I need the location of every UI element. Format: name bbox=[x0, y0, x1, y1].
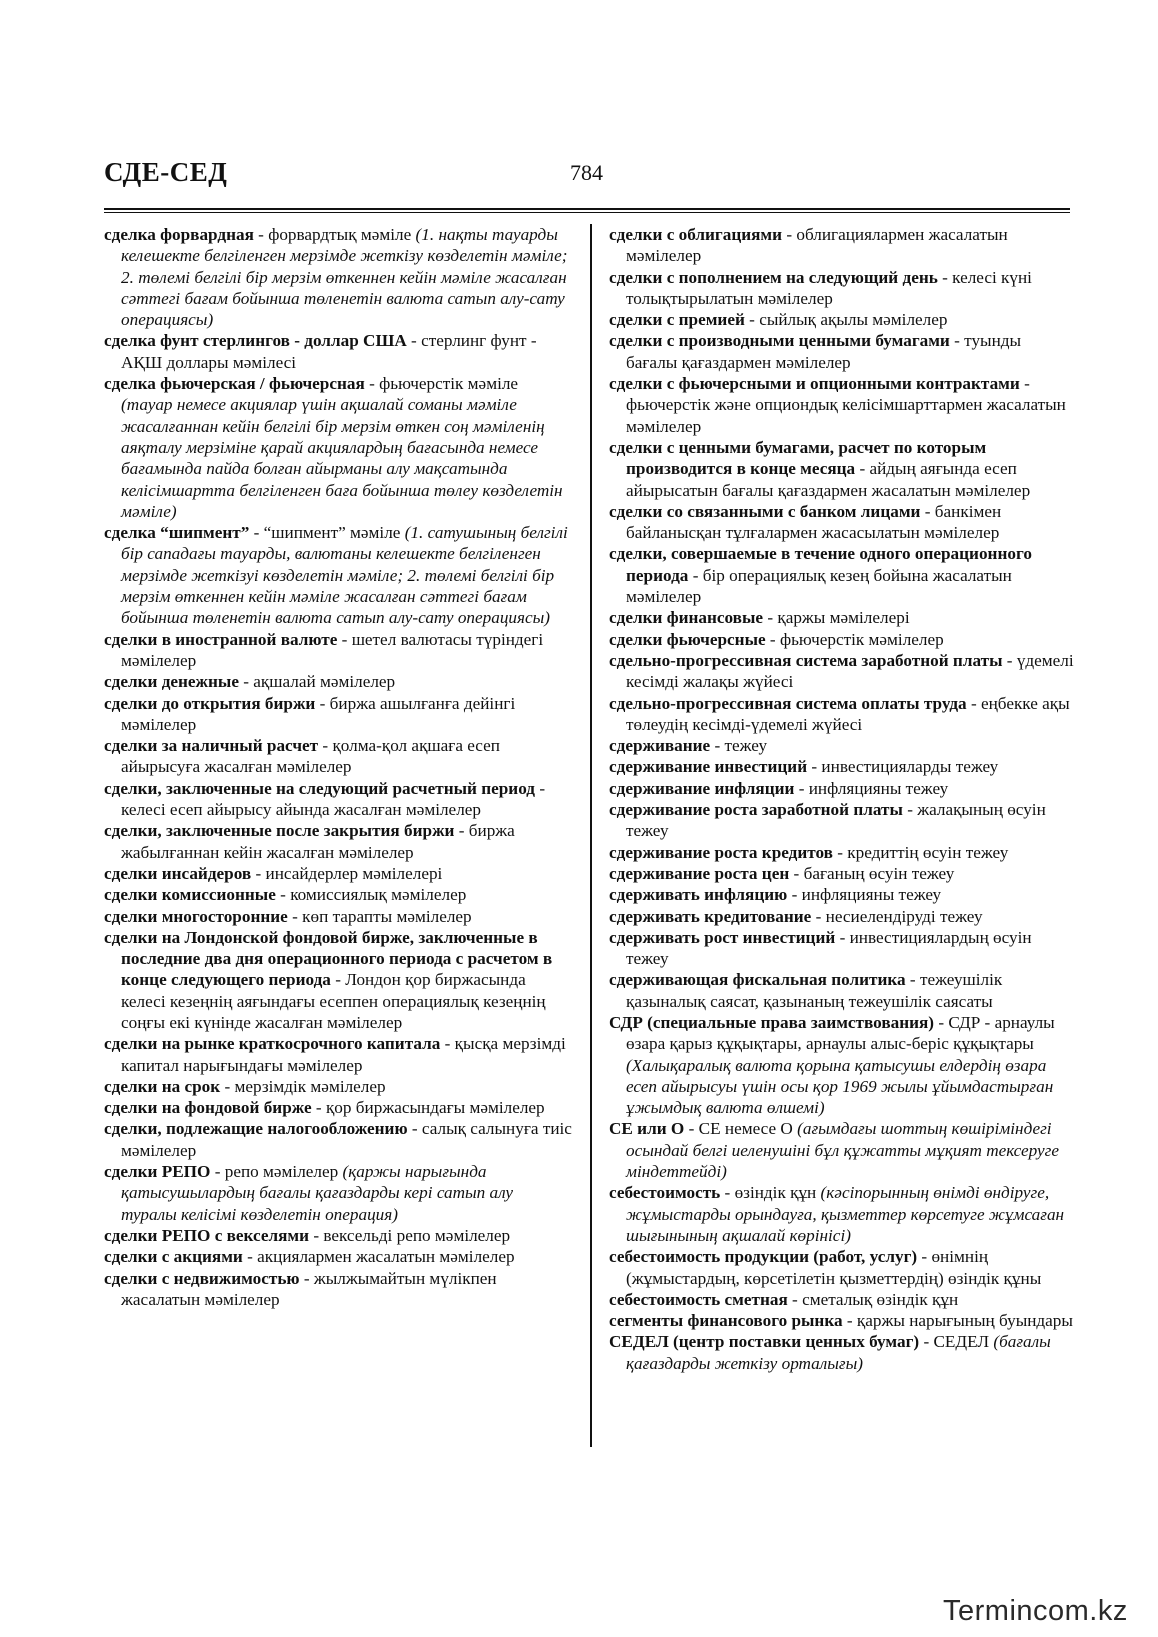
entry-definition: айдың аяғында есеп айырысатын бағалы қағаздармен жасалатын мәмілелер bbox=[626, 459, 1031, 500]
entry-term: сделки с премией bbox=[609, 310, 745, 330]
entry-term: сделки с фьючерсными и опционными контрактами bbox=[609, 374, 1020, 394]
dictionary-entry bbox=[609, 607, 1075, 628]
dictionary-entry bbox=[104, 884, 572, 905]
dictionary-entry bbox=[104, 671, 572, 692]
entry-separator: - bbox=[787, 1289, 803, 1309]
entry-definition: ақшалай мәмілелер bbox=[253, 672, 396, 692]
entry-separator: - bbox=[220, 1076, 235, 1096]
entry-term: сделки многосторонние bbox=[104, 906, 288, 926]
entry-term: сделки с облигациями bbox=[609, 225, 783, 244]
entry-separator: - bbox=[902, 800, 918, 820]
dictionary-entry bbox=[609, 629, 1075, 650]
entry-definition: инфляцияны тежеу bbox=[808, 778, 949, 798]
entry-definition: жылжымайтын мүлікпен жасалатын мәмілелер bbox=[121, 1268, 497, 1309]
entry-term: сдерживание bbox=[609, 736, 711, 756]
dictionary-entry bbox=[609, 650, 1075, 693]
entry-separator: - bbox=[811, 906, 826, 926]
dictionary-entry bbox=[104, 693, 572, 736]
entry-separator: - bbox=[905, 970, 920, 990]
entry-separator: - bbox=[920, 501, 935, 521]
dictionary-entry bbox=[609, 501, 1075, 544]
page-header-title: СДЕ-СЕД bbox=[104, 157, 228, 187]
entry-separator: - bbox=[684, 1119, 699, 1139]
logo-text: Termincom.kz bbox=[943, 1595, 1128, 1627]
entry-definition: шетел валютасы түріндегі мәмілелер bbox=[121, 629, 544, 670]
entry-term: сделка фьючерская / фьючерсная bbox=[104, 374, 365, 394]
entry-separator: - bbox=[242, 1247, 258, 1267]
entry-separator: - bbox=[407, 1119, 422, 1139]
entry-definition: несиелендіруді тежеу bbox=[825, 906, 983, 926]
dictionary-entry bbox=[609, 906, 1075, 927]
entry-term: сделки денежные bbox=[104, 672, 239, 692]
entry-separator: - bbox=[406, 331, 422, 351]
entry-definition: үдемелі кесімді жалақы жүйесі bbox=[626, 650, 1074, 692]
entry-separator: - bbox=[249, 523, 264, 543]
entry-term: сделки с акциями bbox=[104, 1247, 243, 1267]
dictionary-entry bbox=[104, 927, 572, 1033]
entry-definition: акциялармен жасалатын мәмілелер bbox=[257, 1247, 515, 1267]
entry-term: сдельно-прогрессивная система оплаты труда bbox=[609, 693, 967, 713]
entry-definition: фьючерстік және опциондық келісімшарттармен жасалатын мәмілелер bbox=[626, 395, 1066, 436]
entry-definition: облигациялармен жасалатын мәмілелер bbox=[626, 225, 1008, 266]
dictionary-entry bbox=[609, 1118, 1075, 1182]
dictionary-entry bbox=[609, 927, 1075, 970]
entry-term: сделки в иностранной валюте bbox=[104, 629, 338, 649]
entry-separator: - bbox=[949, 331, 965, 351]
dictionary-entry bbox=[104, 373, 572, 522]
entry-definition: “шипмент” мәміле bbox=[263, 523, 401, 543]
dictionary-entry bbox=[609, 842, 1075, 863]
entry-note: (1. сатушының белгілі бір сападағы тауарды, валютаны келешекте белгіленген мерзімде жеткізуі көзделетін мәміле; 2. төлемі белгілі бір мерзім өткеннен кейін мәміле жасалған сәттегі бағам бойынша төленетін валюта сатып алу-сату операциясы) bbox=[121, 523, 568, 628]
entry-separator: - bbox=[966, 693, 981, 713]
entry-definition: репо мәмілелер bbox=[224, 1162, 339, 1182]
entry-note: (қаржы нарығында қатысушылардың бағалы қағаздарды кері сатып алу туралы келісімі көзделетін операция) bbox=[121, 1162, 514, 1224]
entry-definition: бір операциялық кезең бойына жасалатын мәмілелер bbox=[626, 565, 1012, 607]
entry-definition: инсайдерлер мәмілелері bbox=[265, 863, 443, 883]
entry-separator: - bbox=[835, 927, 850, 947]
entry-definition: тежеу bbox=[724, 736, 768, 756]
dictionary-entry bbox=[609, 693, 1075, 736]
entry-note: (ағымдағы шоттың көшіріміндегі осындай белгі иеленушіні бұл құжатты мұқият тексеруге міндеттейді) bbox=[626, 1119, 1059, 1182]
entry-separator: - bbox=[311, 1098, 326, 1118]
entry-definition: банкімен байланысқан тұлғалармен жасасылатын мәмілелер bbox=[626, 501, 1002, 543]
dictionary-entry bbox=[104, 1161, 572, 1225]
entry-separator: - bbox=[789, 863, 804, 883]
entry-definition: сыйлық ақылы мәмілелер bbox=[759, 310, 948, 330]
dictionary-entry bbox=[609, 373, 1075, 437]
entry-term: сделки до открытия биржи bbox=[104, 693, 316, 713]
entry-term: СЕ или О bbox=[609, 1119, 685, 1139]
entry-separator: - bbox=[330, 970, 346, 990]
dictionary-entry bbox=[609, 863, 1075, 884]
entry-separator: - bbox=[710, 736, 725, 756]
entry-separator: - bbox=[782, 225, 797, 244]
entry-term: сдерживать рост инвестиций bbox=[609, 927, 836, 947]
entry-separator: - bbox=[251, 863, 266, 883]
entry-definition: еңбекке ақы төлеудің кесімді-үдемелі жүйесі bbox=[626, 693, 1070, 734]
entry-definition: инвестицияларды тежеу bbox=[821, 757, 999, 777]
entry-separator: - bbox=[1019, 374, 1030, 394]
entry-note: (кәсіпорынның өнімді өндіруге, жұмыстарды орындауға, қызметтер көрсетуге жұмсаған шығынының ақшалай көрінісі) bbox=[626, 1183, 1065, 1245]
page-number: 784 bbox=[570, 160, 603, 185]
dictionary-entry bbox=[609, 1331, 1075, 1374]
dictionary-entry bbox=[104, 778, 572, 821]
entry-term: сделка форвардная bbox=[104, 225, 254, 244]
entry-definition: сметалық өзіндік құн bbox=[802, 1289, 959, 1309]
entry-separator: - bbox=[917, 1247, 932, 1267]
entry-term: сделки с производными ценными бумагами bbox=[609, 331, 950, 351]
entry-term: СЕДЕЛ (центр поставки ценных бумаг) bbox=[609, 1332, 920, 1352]
entry-term: сделки с недвижимостью bbox=[104, 1268, 300, 1288]
entry-separator: - bbox=[688, 565, 703, 585]
entry-definition: вексельді репо мәмілелер bbox=[323, 1225, 511, 1245]
dictionary-entry bbox=[609, 778, 1075, 799]
entry-term: себестоимость продукции (работ, услуг) bbox=[609, 1247, 918, 1267]
entry-definition: стерлинг фунт - АҚШ доллары мәмілесі bbox=[121, 331, 537, 372]
entry-definition: форвардтық мәміле bbox=[268, 225, 412, 244]
entry-definition: өнімнің (жұмыстардың, көрсетілетін қызметтердің) өзіндік құны bbox=[626, 1247, 1042, 1288]
entry-separator: - bbox=[765, 629, 780, 649]
dictionary-entry bbox=[104, 522, 572, 628]
entry-separator: - bbox=[299, 1268, 314, 1288]
entry-definition: қор биржасындағы мәмілелер bbox=[325, 1098, 545, 1118]
entry-separator: - bbox=[238, 672, 254, 692]
entry-term: сделки со связанными с банком лицами bbox=[609, 501, 921, 521]
dictionary-entry bbox=[609, 1182, 1075, 1246]
dictionary-entry bbox=[104, 863, 572, 884]
entry-separator: - bbox=[744, 310, 760, 330]
left-column bbox=[104, 224, 572, 1310]
entry-term: сделки комиссионные bbox=[104, 885, 276, 905]
entry-term: сделки РЕПО с векселями bbox=[104, 1225, 310, 1245]
entry-definition: фьючерстік мәмілелер bbox=[779, 629, 944, 649]
entry-separator: - bbox=[787, 885, 802, 905]
entry-definition: комиссиялық мәмілелер bbox=[290, 885, 467, 905]
entry-note: (Халықаралық валюта қорына қатысушы елдердің өзара есеп айырысуы үшін осы қор 1969 жылы ұйымдастырған ұжымдық валюта өлшемі) bbox=[626, 1055, 1054, 1118]
entry-term: сделки с ценными бумагами, расчет по которым производится в конце месяца bbox=[609, 437, 987, 479]
entry-separator: - bbox=[253, 225, 269, 244]
entry-separator: - bbox=[210, 1162, 225, 1182]
dictionary-entry bbox=[609, 1310, 1075, 1331]
dictionary-entry bbox=[104, 735, 572, 778]
dictionary-entry bbox=[104, 330, 572, 373]
entry-definition: жалақының өсуін тежеу bbox=[626, 800, 1046, 841]
dictionary-entry bbox=[609, 1246, 1075, 1289]
entry-term: сделки за наличный расчет bbox=[104, 736, 319, 756]
entry-term: сделки, совершаемые в течение одного операционного периода bbox=[609, 544, 1032, 585]
dictionary-entry bbox=[104, 1118, 572, 1161]
entry-definition: қолма-қол ақшаға есеп айырысуға жасалған мәмілелер bbox=[121, 736, 500, 777]
dictionary-entry bbox=[609, 1012, 1075, 1118]
entry-term: сдерживание роста цен bbox=[609, 863, 790, 883]
dictionary-entry bbox=[609, 224, 1075, 267]
header-rule bbox=[104, 208, 1070, 210]
dictionary-entry bbox=[609, 884, 1075, 905]
entry-definition: биржа жабылғаннан кейін жасалған мәмілелер bbox=[121, 821, 515, 862]
entry-definition: өзіндік құн bbox=[734, 1183, 817, 1203]
entry-separator: - bbox=[275, 885, 291, 905]
entry-note: (тауар немесе акциялар үшін ақшалай соманы мәміле жасалғаннан кейін белгілі бір мерзім өткен соң мәміленің аяқталу мерзіміне қарай акциялардың бағасында немесе бағамында пайда болған айырманы алу мақсатында келісімшартта белгіленген баға бойынша төлеу көзделетін мәміле) bbox=[121, 395, 563, 521]
entry-definition: келесі есеп айырысу айында жасалған мәмілелер bbox=[121, 800, 481, 820]
entry-definition: қаржы нарығының буындары bbox=[856, 1311, 1073, 1331]
entry-definition: қысқа мерзімді капитал нарығындағы мәмілелер bbox=[121, 1034, 566, 1075]
entry-definition: инфляцияны тежеу bbox=[801, 885, 942, 905]
entry-term: сделка “шипмент” bbox=[104, 523, 250, 543]
entry-term: сдерживать кредитование bbox=[609, 906, 812, 926]
entry-term: сделки финансовые bbox=[609, 608, 764, 628]
entry-term: сдерживание инвестиций bbox=[609, 757, 808, 777]
entry-term: сделки, подлежащие налогообложению bbox=[104, 1119, 408, 1139]
entry-separator: - bbox=[309, 1225, 324, 1245]
entry-definition: көп тарапты мәмілелер bbox=[302, 906, 472, 926]
entry-term: сделки РЕПО bbox=[104, 1162, 211, 1182]
entry-term: сделки, заключенные на следующий расчетный период bbox=[104, 778, 536, 798]
entry-separator: - bbox=[937, 267, 953, 287]
entry-definition: мерзімдік мәмілелер bbox=[234, 1076, 386, 1096]
dictionary-entry bbox=[104, 1033, 572, 1076]
entry-definition: СЕДЕЛ bbox=[933, 1332, 990, 1352]
entry-separator: - bbox=[287, 906, 303, 926]
entry-separator: - bbox=[842, 1311, 857, 1331]
dictionary-entry bbox=[104, 629, 572, 672]
entry-term: сделки инсайдеров bbox=[104, 863, 252, 883]
entry-separator: - bbox=[440, 1034, 455, 1054]
dictionary-entry bbox=[609, 543, 1075, 607]
entry-term: сегменты финансового рынка bbox=[609, 1311, 843, 1331]
entry-term: сделка фунт стерлингов - доллар США bbox=[104, 331, 407, 351]
dictionary-entry bbox=[609, 437, 1075, 501]
entry-definition: салық салынуға тиіс мәмілелер bbox=[121, 1119, 572, 1160]
entry-term: себестоимость сметная bbox=[609, 1289, 788, 1309]
dictionary-entry bbox=[104, 820, 572, 863]
dictionary-entry bbox=[609, 309, 1075, 330]
entry-separator: - bbox=[720, 1183, 735, 1203]
dictionary-entry bbox=[104, 1246, 572, 1267]
entry-separator: - bbox=[535, 778, 546, 798]
entry-term: сделки с пополнением на следующий день bbox=[609, 267, 938, 287]
entry-separator: - bbox=[1002, 650, 1017, 670]
entry-term: себестоимость bbox=[609, 1183, 721, 1203]
right-column bbox=[609, 224, 1075, 1374]
entry-definition: биржа ашылғанға дейінгі мәмілелер bbox=[121, 693, 516, 734]
entry-separator: - bbox=[855, 459, 870, 479]
dictionary-entry bbox=[104, 906, 572, 927]
entry-term: сдерживать инфляцию bbox=[609, 885, 788, 905]
entry-term: сделки, заключенные после закрытия биржи bbox=[104, 821, 455, 841]
header-rule-thin bbox=[104, 212, 1070, 213]
entry-separator: - bbox=[763, 608, 778, 628]
dictionary-entry bbox=[609, 756, 1075, 777]
entry-definition: инвестициялардың өсуін тежеу bbox=[626, 927, 1032, 969]
entry-term: СДР (специальные права заимствования) bbox=[609, 1012, 935, 1032]
dictionary-entry bbox=[104, 1076, 572, 1097]
entry-definition: қаржы мәмілелері bbox=[777, 608, 910, 628]
entry-term: сдерживание инфляции bbox=[609, 778, 795, 798]
dictionary-entry bbox=[609, 799, 1075, 842]
entry-separator: - bbox=[315, 693, 330, 713]
entry-term: сделки на рынке краткосрочного капитала bbox=[104, 1034, 441, 1054]
entry-definition: кредиттің өсуін тежеу bbox=[847, 842, 1009, 862]
entry-note: (бағалы қағаздарды жеткізу орталығы) bbox=[626, 1332, 1051, 1373]
entry-separator: - bbox=[919, 1332, 934, 1352]
dictionary-entry bbox=[609, 969, 1075, 1012]
dictionary-entry bbox=[104, 1225, 572, 1246]
entry-separator: - bbox=[337, 629, 352, 649]
entry-term: сдерживание роста заработной платы bbox=[609, 800, 903, 820]
entry-term: сделки на Лондонской фондовой бирже, заключенные в последние два дня операционного периода с расчетом в конце следующего периода bbox=[104, 927, 553, 990]
entry-separator: - bbox=[794, 778, 809, 798]
entry-separator: - bbox=[807, 757, 822, 777]
entry-term: сдерживание роста кредитов bbox=[609, 842, 833, 862]
entry-separator: - bbox=[934, 1012, 949, 1032]
dictionary-entry bbox=[104, 224, 572, 330]
dictionary-entry bbox=[609, 330, 1075, 373]
dictionary-entry bbox=[104, 1097, 572, 1118]
entry-separator: - bbox=[318, 736, 333, 756]
dictionary-entry bbox=[609, 267, 1075, 310]
dictionary-entry bbox=[609, 735, 1075, 756]
termincom-logo[interactable] bbox=[943, 1595, 1128, 1628]
entry-definition: фьючерстік мәміле bbox=[379, 374, 519, 394]
entry-note: (1. нақты тауарды келешекте белгіленген мерзімде жеткізу көзделетін мәміле; 2. төлемі белгілі бір мерзім өткеннен кейін мәміле жасалған сәттегі бағам бойынша төленетін валюта сатып алу-сату операциясы) bbox=[121, 225, 568, 330]
entry-separator: - bbox=[364, 374, 380, 394]
entry-separator: - bbox=[832, 842, 848, 862]
entry-separator: - bbox=[454, 821, 469, 841]
entry-definition: тежеушілік қазыналық саясат, қазынаның тежеушілік саясаты bbox=[626, 970, 1003, 1011]
entry-definition: келесі күні толықтырылатын мәмілелер bbox=[626, 267, 1032, 308]
entry-term: сдельно-прогрессивная система заработной платы bbox=[609, 650, 1003, 670]
entry-term: сдерживающая фискальная политика bbox=[609, 970, 906, 990]
entry-definition: туынды бағалы қағаздармен мәмілелер bbox=[626, 331, 1022, 372]
entry-term: сделки на фондовой бирже bbox=[104, 1098, 312, 1118]
column-divider bbox=[590, 224, 592, 1447]
entry-definition: бағаның өсуін тежеу bbox=[803, 863, 955, 883]
entry-definition: СЕ немесе О bbox=[698, 1119, 793, 1139]
entry-term: сделки на срок bbox=[104, 1076, 221, 1096]
entry-definition: СДР - арнаулы өзара қарыз құқықтары, арнаулы алыс-беріс құқықтары bbox=[626, 1012, 1055, 1054]
dictionary-entry bbox=[609, 1289, 1075, 1310]
entry-definition: Лондон қор биржасында келесі кезеңнің аяғындағы есеппен операциялық кезеңнің соңғы екі күнінде жасалған мәмілелер bbox=[121, 970, 546, 1032]
dictionary-entry bbox=[104, 1268, 572, 1311]
entry-term: сделки фьючерсные bbox=[609, 629, 766, 649]
